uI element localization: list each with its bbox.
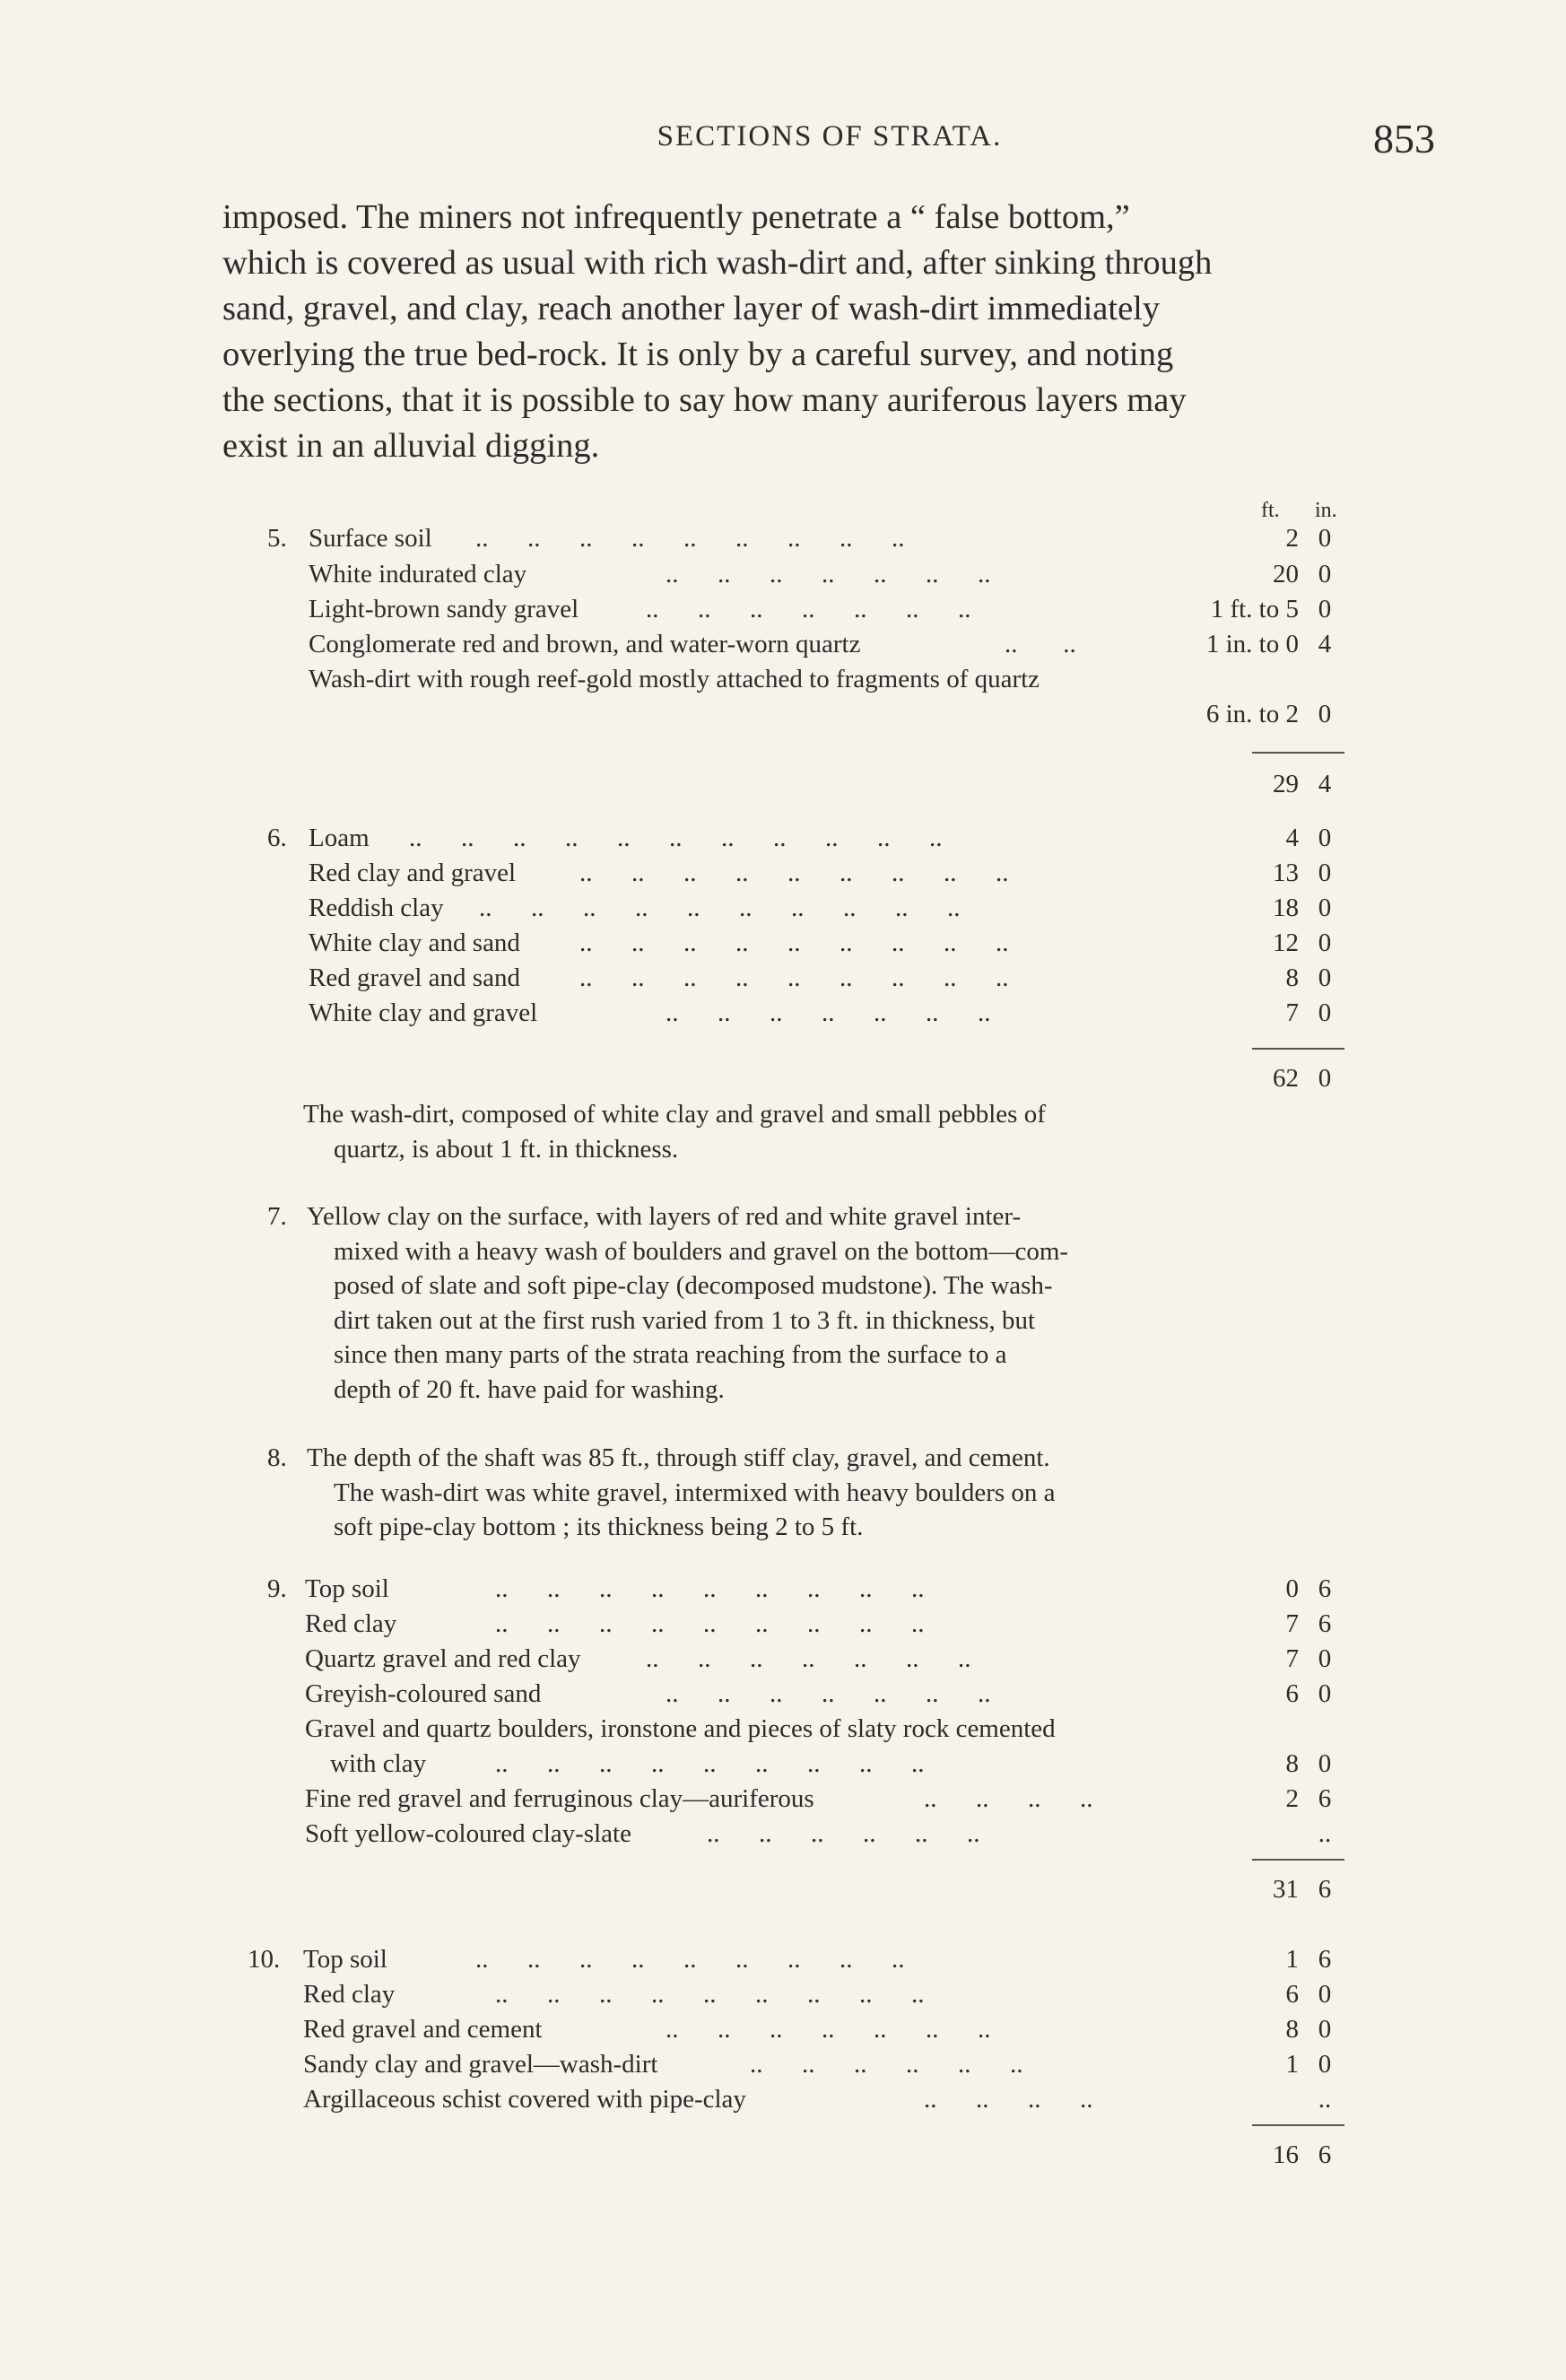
- thickness-in: 0: [1318, 1644, 1332, 1673]
- leader-dots: .. .. .. .. .. .. .. .. ..: [579, 928, 1009, 957]
- stratum-label: White clay and gravel: [309, 998, 538, 1027]
- table-row: [0, 630, 1566, 666]
- thickness-in: 0: [1318, 700, 1332, 728]
- thickness-in: 0: [1318, 894, 1332, 922]
- thickness-ft: 20: [1273, 560, 1299, 588]
- leader-dots: .. .. .. ..: [924, 1784, 1093, 1813]
- stratum-label: Reddish clay: [309, 894, 444, 922]
- stratum-label: Quartz gravel and red clay: [305, 1644, 581, 1673]
- intro-line: which is covered as usual with rich wash-dirt and, after sinking through: [222, 244, 1213, 282]
- running-head: SECTIONS OF STRATA.: [657, 120, 1003, 153]
- table-row: [0, 665, 1566, 701]
- total-in: 4: [1318, 770, 1332, 798]
- sum-rule: [1252, 1048, 1344, 1050]
- total-row: [0, 1875, 1566, 1911]
- table-row: [0, 560, 1566, 596]
- thickness-ft: 18: [1273, 894, 1299, 922]
- thickness-ft: 1: [1285, 2050, 1299, 2079]
- thickness-in: 6: [1318, 1609, 1332, 1638]
- thickness-ft: 13: [1273, 859, 1299, 887]
- leader-dots: .. .. .. .. .. .. .. .. ..: [475, 524, 905, 553]
- table-row: [0, 1749, 1566, 1785]
- paragraph-line: dirt taken out at the first rush varied from 1 to 3 ft. in thickness, but: [334, 1305, 1036, 1335]
- thickness-in: 6: [1318, 1574, 1332, 1603]
- intro-line: exist in an alluvial digging.: [222, 427, 600, 465]
- leader-dots: .. .. .. .. .. .. .. .. .. ..: [479, 894, 961, 922]
- leader-dots: .. ..: [1005, 630, 1076, 658]
- leader-dots: .. .. .. .. .. .. ..: [666, 560, 991, 588]
- table-row: [0, 1644, 1566, 1680]
- thickness-in: 0: [1318, 524, 1332, 553]
- units-ft: ft.: [1261, 499, 1280, 522]
- thickness-ft: 1 ft. to 5: [1210, 595, 1299, 623]
- sum-rule: [1252, 2124, 1344, 2126]
- total-row: [0, 2140, 1566, 2176]
- table-row: [0, 2015, 1566, 2051]
- stratum-label: Surface soil: [309, 524, 432, 553]
- stratum-label: Sandy clay and gravel—wash-dirt: [303, 2050, 658, 2079]
- thickness-ft: 6: [1285, 1980, 1299, 2009]
- stratum-label: Red gravel and cement: [303, 2015, 543, 2044]
- leader-dots: .. .. .. .. .. .. ..: [666, 1679, 991, 1708]
- table-row: [0, 1980, 1566, 2016]
- stratum-label: White indurated clay: [309, 560, 527, 588]
- table-row: [0, 1679, 1566, 1715]
- thickness-ft: 4: [1285, 824, 1299, 852]
- leader-dots: .. .. .. .. .. .. ..: [666, 998, 991, 1027]
- table-row: [0, 1819, 1566, 1855]
- table-row: [0, 524, 1566, 560]
- paragraph-line: Yellow clay on the surface, with layers of red and white gravel inter-: [307, 1202, 1022, 1231]
- leader-dots: .. .. .. .. .. .. ..: [646, 595, 971, 623]
- thickness-ft: 7: [1285, 1609, 1299, 1638]
- table-row: [0, 998, 1566, 1034]
- note-line: quartz, is about 1 ft. in thickness.: [334, 1134, 679, 1164]
- intro-paragraph: [222, 195, 1429, 469]
- intro-line: sand, gravel, and clay, reach another layer of wash-dirt immediately: [222, 290, 1161, 327]
- leader-dots: .. .. .. .. .. .. ..: [646, 1644, 971, 1673]
- thickness-ft: 2: [1285, 524, 1299, 553]
- leader-dots: .. .. .. ..: [924, 2085, 1093, 2114]
- total-ft: 62: [1273, 1064, 1299, 1093]
- paragraph-line: depth of 20 ft. have paid for washing.: [334, 1374, 725, 1404]
- section-number: 7.: [267, 1202, 287, 1231]
- total-ft: 31: [1273, 1875, 1299, 1904]
- thickness-in: 6: [1318, 1945, 1332, 1974]
- thickness-ft: 7: [1285, 1644, 1299, 1673]
- section-number: 6.: [267, 824, 287, 852]
- thickness-ft: 1 in. to 0: [1205, 630, 1299, 658]
- intro-line: imposed. The miners not infrequently penetrate a “ false bottom,”: [222, 198, 1130, 236]
- table-row: [0, 595, 1566, 631]
- paragraph-line: The wash-dirt was white gravel, intermixed with heavy boulders on a: [334, 1478, 1056, 1507]
- note-line: The wash-dirt, composed of white clay and gravel and small pebbles of: [303, 1100, 1046, 1129]
- stratum-label: Top soil: [303, 1945, 387, 1974]
- leader-dots: .. .. .. .. .. ..: [707, 1819, 980, 1848]
- total-in: 6: [1318, 2140, 1332, 2169]
- table-row: [0, 1609, 1566, 1645]
- sum-rule: [1252, 1859, 1344, 1861]
- stratum-label: Red clay: [303, 1980, 396, 2009]
- intro-line: overlying the true bed-rock. It is only by a careful survey, and noting: [222, 336, 1174, 373]
- stratum-label: Argillaceous schist covered with pipe-clay: [303, 2085, 746, 2114]
- stratum-label: Conglomerate red and brown, and water-worn quartz: [309, 630, 861, 658]
- stratum-label: Soft yellow-coloured clay-slate: [305, 1819, 631, 1848]
- page-number: 853: [1373, 116, 1435, 161]
- table-row: [0, 963, 1566, 999]
- leader-dots: .. .. .. .. .. .. .. .. ..: [495, 1574, 925, 1603]
- thickness-in: 0: [1318, 2050, 1332, 2079]
- table-row: [0, 1784, 1566, 1820]
- leader-dots: .. .. .. .. .. .. .. .. ..: [579, 963, 1009, 992]
- total-row: [0, 1064, 1566, 1100]
- intro-line: the sections, that it is possible to say how many auriferous layers may: [222, 381, 1187, 419]
- stratum-label: Red gravel and sand: [309, 963, 520, 992]
- leader-dots: .. .. .. .. .. .. .. .. ..: [579, 859, 1009, 887]
- thickness-in: 6: [1318, 1784, 1332, 1813]
- stratum-label: Loam: [309, 824, 370, 852]
- thickness-ft: 8: [1285, 963, 1299, 992]
- total-ft: 29: [1273, 770, 1299, 798]
- sum-rule: [1252, 752, 1344, 754]
- stratum-label: Top soil: [305, 1574, 389, 1603]
- thickness-ft: 7: [1285, 998, 1299, 1027]
- leader-dots: .. .. .. .. .. ..: [750, 2050, 1023, 2079]
- thickness-in: 0: [1318, 1749, 1332, 1778]
- table-row: [0, 2050, 1566, 2086]
- thickness-ft: 6 in. to 2: [1205, 700, 1299, 728]
- thickness-ft: 8: [1285, 1749, 1299, 1778]
- section-number: 10.: [248, 1945, 281, 1974]
- thickness-in: 0: [1318, 998, 1332, 1027]
- table-row: [0, 700, 1566, 736]
- thickness-ft: 8: [1285, 2015, 1299, 2044]
- thickness-ft: 12: [1273, 928, 1299, 957]
- paragraph-line: The depth of the shaft was 85 ft., through stiff clay, gravel, and cement.: [307, 1443, 1050, 1472]
- table-row: [0, 928, 1566, 964]
- thickness-in: 0: [1318, 928, 1332, 957]
- total-in: 6: [1318, 1875, 1332, 1904]
- stratum-label: Fine red gravel and ferruginous clay—auriferous: [305, 1784, 814, 1813]
- table-row: [0, 824, 1566, 859]
- units-in: in.: [1315, 499, 1337, 522]
- thickness-in: 4: [1318, 630, 1332, 658]
- thickness-in: 0: [1318, 963, 1332, 992]
- section-number: 5.: [267, 524, 287, 553]
- table-row: [0, 1945, 1566, 1981]
- thickness-ft: 6: [1285, 1679, 1299, 1708]
- total-ft: 16: [1273, 2140, 1299, 2169]
- section-number: 9.: [267, 1574, 287, 1603]
- table-row: [0, 1574, 1566, 1610]
- stratum-label: Wash-dirt with rough reef-gold mostly attached to fragments of quartz: [309, 665, 1040, 693]
- leader-dots: .. .. .. .. .. .. .. .. .. .. ..: [409, 824, 943, 852]
- total-row: [0, 770, 1566, 806]
- stratum-label: Gravel and quartz boulders, ironstone and pieces of slaty rock cemented: [305, 1714, 1056, 1743]
- leader-dots: .. .. .. .. .. .. .. .. ..: [495, 1609, 925, 1638]
- thickness-in: 0: [1318, 824, 1332, 852]
- thickness-in: 0: [1318, 595, 1332, 623]
- leader-dots: .. .. .. .. .. .. ..: [666, 2015, 991, 2044]
- thickness-ft: 1: [1285, 1945, 1299, 1974]
- leader-dots: .. .. .. .. .. .. .. .. ..: [495, 1749, 925, 1778]
- thickness-in: 0: [1318, 1679, 1332, 1708]
- page-header: [224, 115, 1435, 169]
- thickness-ft: 0: [1285, 1574, 1299, 1603]
- thickness-in: ..: [1318, 2085, 1332, 2114]
- table-row: [0, 859, 1566, 894]
- paragraph-line: posed of slate and soft pipe-clay (decomposed mudstone). The wash-: [334, 1271, 1053, 1300]
- thickness-ft: 2: [1285, 1784, 1299, 1813]
- thickness-in: 0: [1318, 2015, 1332, 2044]
- paragraph-line: since then many parts of the strata reaching from the surface to a: [334, 1340, 1007, 1369]
- stratum-label: Red clay and gravel: [309, 859, 517, 887]
- table-row: [0, 894, 1566, 929]
- table-row: [0, 2085, 1566, 2121]
- thickness-in: 0: [1318, 859, 1332, 887]
- thickness-in: 0: [1318, 1980, 1332, 2009]
- paragraph-line: soft pipe-clay bottom ; its thickness being 2 to 5 ft.: [334, 1513, 864, 1541]
- stratum-label: White clay and sand: [309, 928, 520, 957]
- total-in: 0: [1318, 1064, 1332, 1093]
- leader-dots: .. .. .. .. .. .. .. .. ..: [495, 1980, 925, 2009]
- stratum-label: Greyish-coloured sand: [305, 1679, 542, 1708]
- thickness-in: 0: [1318, 560, 1332, 588]
- stratum-label: Light-brown sandy gravel: [309, 595, 579, 623]
- leader-dots: .. .. .. .. .. .. .. .. ..: [475, 1945, 905, 1974]
- paragraph-line: mixed with a heavy wash of boulders and gravel on the bottom—com-: [334, 1236, 1069, 1266]
- thickness-in: ..: [1318, 1819, 1332, 1848]
- section-number: 8.: [267, 1443, 287, 1472]
- stratum-label: Red clay: [305, 1609, 397, 1638]
- stratum-label: with clay: [330, 1749, 427, 1778]
- table-row: [0, 1714, 1566, 1750]
